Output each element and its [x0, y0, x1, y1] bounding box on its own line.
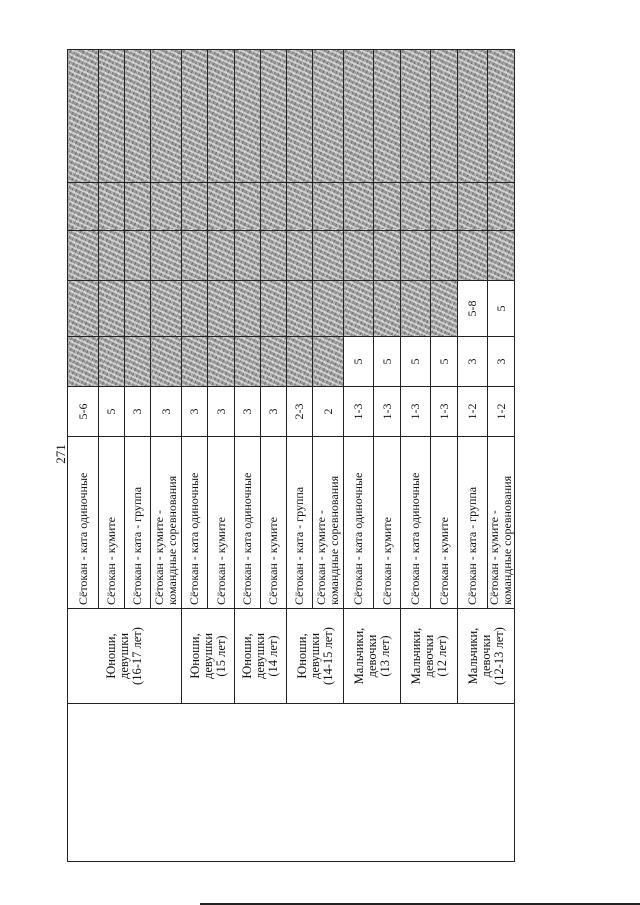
- discipline-cell: [401, 437, 431, 609]
- shaded-value-cell: [182, 337, 208, 387]
- shaded-value-cell: [313, 281, 344, 337]
- shaded-value-cell: [458, 183, 488, 231]
- discipline-cell: [458, 437, 488, 609]
- discipline-cell: [287, 437, 313, 609]
- shaded-value-cell: [235, 231, 261, 281]
- shaded-value-cell: [431, 281, 458, 337]
- shaded-value-cell: [261, 50, 287, 183]
- shaded-value-cell: [182, 183, 208, 231]
- shaded-value-cell: [287, 183, 313, 231]
- discipline-text-line: Сётокан - кумите: [379, 517, 394, 605]
- value-cell: 3: [235, 387, 261, 437]
- discipline-cell: [431, 437, 458, 609]
- shaded-value-cell: [208, 231, 235, 281]
- shaded-value-cell: [235, 50, 261, 183]
- age-group-label-line: Мальчики, девочки: [465, 627, 493, 685]
- shaded-value-cell: [261, 337, 287, 387]
- value-cell: 5-8: [458, 281, 488, 337]
- shaded-value-cell: [344, 50, 374, 183]
- age-group-label-line: Юноши, девушки: [294, 632, 322, 680]
- shaded-value-cell: [151, 50, 182, 183]
- shaded-value-cell: [99, 337, 125, 387]
- shaded-value-cell: [287, 281, 313, 337]
- shaded-value-cell: [374, 281, 401, 337]
- shaded-value-cell: [313, 231, 344, 281]
- shaded-value-cell: [125, 337, 151, 387]
- value-cell: 5: [488, 281, 515, 337]
- shaded-value-cell: [235, 183, 261, 231]
- value-cell: 2: [313, 387, 344, 437]
- shaded-value-cell: [99, 183, 125, 231]
- table-row: [68, 50, 99, 862]
- discipline-text-line: Сётокан - ката одиночные: [408, 472, 422, 605]
- shaded-value-cell: [182, 281, 208, 337]
- shaded-value-cell: [125, 50, 151, 183]
- discipline-cell: [182, 437, 208, 609]
- shaded-value-cell: [151, 337, 182, 387]
- value-cell: 3: [151, 387, 182, 437]
- shaded-value-cell: [488, 50, 515, 183]
- discipline-cell: [208, 437, 235, 609]
- age-group-label-line: (14 лет): [266, 635, 280, 677]
- shaded-value-cell: [431, 50, 458, 183]
- age-group-label-line: (15 лет): [213, 635, 228, 677]
- discipline-text-line: Сётокан - ката одиночные: [240, 472, 254, 605]
- discipline-text-line: Сётокан - ката одиночные: [75, 472, 90, 605]
- value-cell: 5: [374, 337, 401, 387]
- discipline-text-line: Сётокан - ката - группа: [130, 486, 144, 605]
- value-cell: 3: [458, 337, 488, 387]
- shaded-value-cell: [125, 231, 151, 281]
- value-cell: 3: [125, 387, 151, 437]
- value-cell: 1-3: [344, 387, 374, 437]
- shaded-value-cell: [235, 281, 261, 337]
- shaded-value-cell: [68, 337, 99, 387]
- value-cell: 5: [401, 337, 431, 387]
- age-group-cell: [287, 609, 344, 704]
- discipline-cell: [151, 437, 182, 609]
- shaded-value-cell: [261, 183, 287, 231]
- value-cell: 3: [182, 387, 208, 437]
- shaded-value-cell: [287, 231, 313, 281]
- discipline-text-line: командные соревнования: [165, 475, 179, 605]
- age-group-cell: [68, 609, 182, 704]
- shaded-value-cell: [151, 183, 182, 231]
- shaded-value-cell: [208, 281, 235, 337]
- shaded-value-cell: [374, 50, 401, 183]
- shaded-value-cell: [313, 183, 344, 231]
- discipline-text-line: командные соревнования: [500, 475, 514, 605]
- shaded-value-cell: [488, 231, 515, 281]
- discipline-text-line: Сётокан - кумите: [213, 517, 228, 605]
- shaded-value-cell: [208, 183, 235, 231]
- shaded-value-cell: [401, 281, 431, 337]
- age-group-label-line: (14-15 лет): [320, 627, 335, 685]
- value-cell: 1-3: [374, 387, 401, 437]
- discipline-text-line: Сётокан - кумите -: [314, 510, 328, 605]
- shaded-value-cell: [287, 50, 313, 183]
- age-group-label-line: (16-17 лет): [130, 627, 144, 685]
- shaded-value-cell: [488, 183, 515, 231]
- shaded-value-cell: [151, 231, 182, 281]
- discipline-cell: [261, 437, 287, 609]
- value-cell: 5: [344, 337, 374, 387]
- shaded-value-cell: [99, 281, 125, 337]
- shaded-value-cell: [458, 231, 488, 281]
- discipline-text-line: Сётокан - ката одиночные: [351, 472, 365, 605]
- discipline-text-line: Сётокан - кумите -: [487, 510, 501, 605]
- age-group-cell: [235, 609, 287, 704]
- discipline-text-line: командные соревнования: [327, 475, 341, 605]
- discipline-text-line: Сётокан - ката - группа: [465, 486, 479, 605]
- age-group-cell: [344, 609, 401, 704]
- discipline-cell: [488, 437, 515, 609]
- discipline-cell: [99, 437, 125, 609]
- table-body: [68, 50, 515, 862]
- value-cell: 3: [261, 387, 287, 437]
- discipline-text-line: Сётокан - ката - группа: [292, 486, 306, 605]
- discipline-text-line: Сётокан - ката одиночные: [187, 472, 201, 605]
- age-group-label-line: Юноши, девушки: [187, 632, 215, 680]
- value-cell: 1-3: [431, 387, 458, 437]
- discipline-cell: [344, 437, 374, 609]
- discipline-text-line: Сётокан - кумите: [266, 517, 280, 605]
- shaded-value-cell: [344, 281, 374, 337]
- shaded-value-cell: [374, 231, 401, 281]
- discipline-text-line: Сётокан - кумите -: [152, 510, 166, 605]
- value-cell: 2-3: [287, 387, 313, 437]
- age-group-label-line: Юноши, девушки: [240, 632, 267, 680]
- shaded-value-cell: [182, 231, 208, 281]
- shaded-value-cell: [182, 50, 208, 183]
- value-cell: 3: [488, 337, 515, 387]
- discipline-cell: [235, 437, 261, 609]
- shaded-value-cell: [125, 281, 151, 337]
- shaded-value-cell: [208, 50, 235, 183]
- age-group-label-line: (13 лет): [377, 635, 392, 677]
- age-group-label-line: Мальчики, девочки: [351, 627, 379, 685]
- shaded-value-cell: [401, 50, 431, 183]
- discipline-cell: [313, 437, 344, 609]
- shaded-value-cell: [125, 183, 151, 231]
- shaded-value-cell: [261, 281, 287, 337]
- shaded-value-cell: [344, 183, 374, 231]
- discipline-text-line: Сётокан - кумите: [436, 517, 451, 605]
- shaded-value-cell: [99, 50, 125, 183]
- shaded-value-cell: [261, 231, 287, 281]
- discipline-cell: [374, 437, 401, 609]
- age-group-label-line: (12-13 лет): [491, 627, 506, 685]
- shaded-value-cell: [208, 337, 235, 387]
- shaded-value-cell: [235, 337, 261, 387]
- shaded-value-cell: [99, 231, 125, 281]
- shaded-value-cell: [313, 50, 344, 183]
- shaded-value-cell: [401, 183, 431, 231]
- value-cell: 5: [431, 337, 458, 387]
- shaded-value-cell: [68, 50, 99, 183]
- value-cell: 5: [99, 387, 125, 437]
- value-cell: 1-2: [458, 387, 488, 437]
- value-cell: 5-6: [68, 387, 99, 437]
- age-group-label-line: (12 лет): [434, 635, 449, 677]
- shaded-value-cell: [151, 281, 182, 337]
- age-group-cell: [401, 609, 458, 704]
- shaded-value-cell: [374, 183, 401, 231]
- competition-table: [67, 49, 515, 862]
- discipline-cell: [125, 437, 151, 609]
- age-group-label-line: Юноши, девушки: [104, 632, 131, 680]
- shaded-value-cell: [458, 50, 488, 183]
- rotated-table-container: [67, 50, 514, 862]
- shaded-value-cell: [68, 231, 99, 281]
- blank-column-cell: [68, 704, 515, 862]
- discipline-cell: [68, 437, 99, 609]
- page-number: 271: [53, 444, 68, 464]
- discipline-text-line: Сётокан - кумите: [104, 517, 118, 605]
- value-cell: 3: [208, 387, 235, 437]
- shaded-value-cell: [401, 231, 431, 281]
- shaded-value-cell: [313, 337, 344, 387]
- shaded-value-cell: [68, 281, 99, 337]
- shaded-value-cell: [431, 183, 458, 231]
- shaded-value-cell: [287, 337, 313, 387]
- shaded-value-cell: [344, 231, 374, 281]
- age-group-label-line: Мальчики, девочки: [408, 627, 436, 685]
- value-cell: 1-3: [401, 387, 431, 437]
- value-cell: 1-2: [488, 387, 515, 437]
- shaded-value-cell: [431, 231, 458, 281]
- age-group-cell: [182, 609, 235, 704]
- shaded-value-cell: [68, 183, 99, 231]
- age-group-cell: [458, 609, 515, 704]
